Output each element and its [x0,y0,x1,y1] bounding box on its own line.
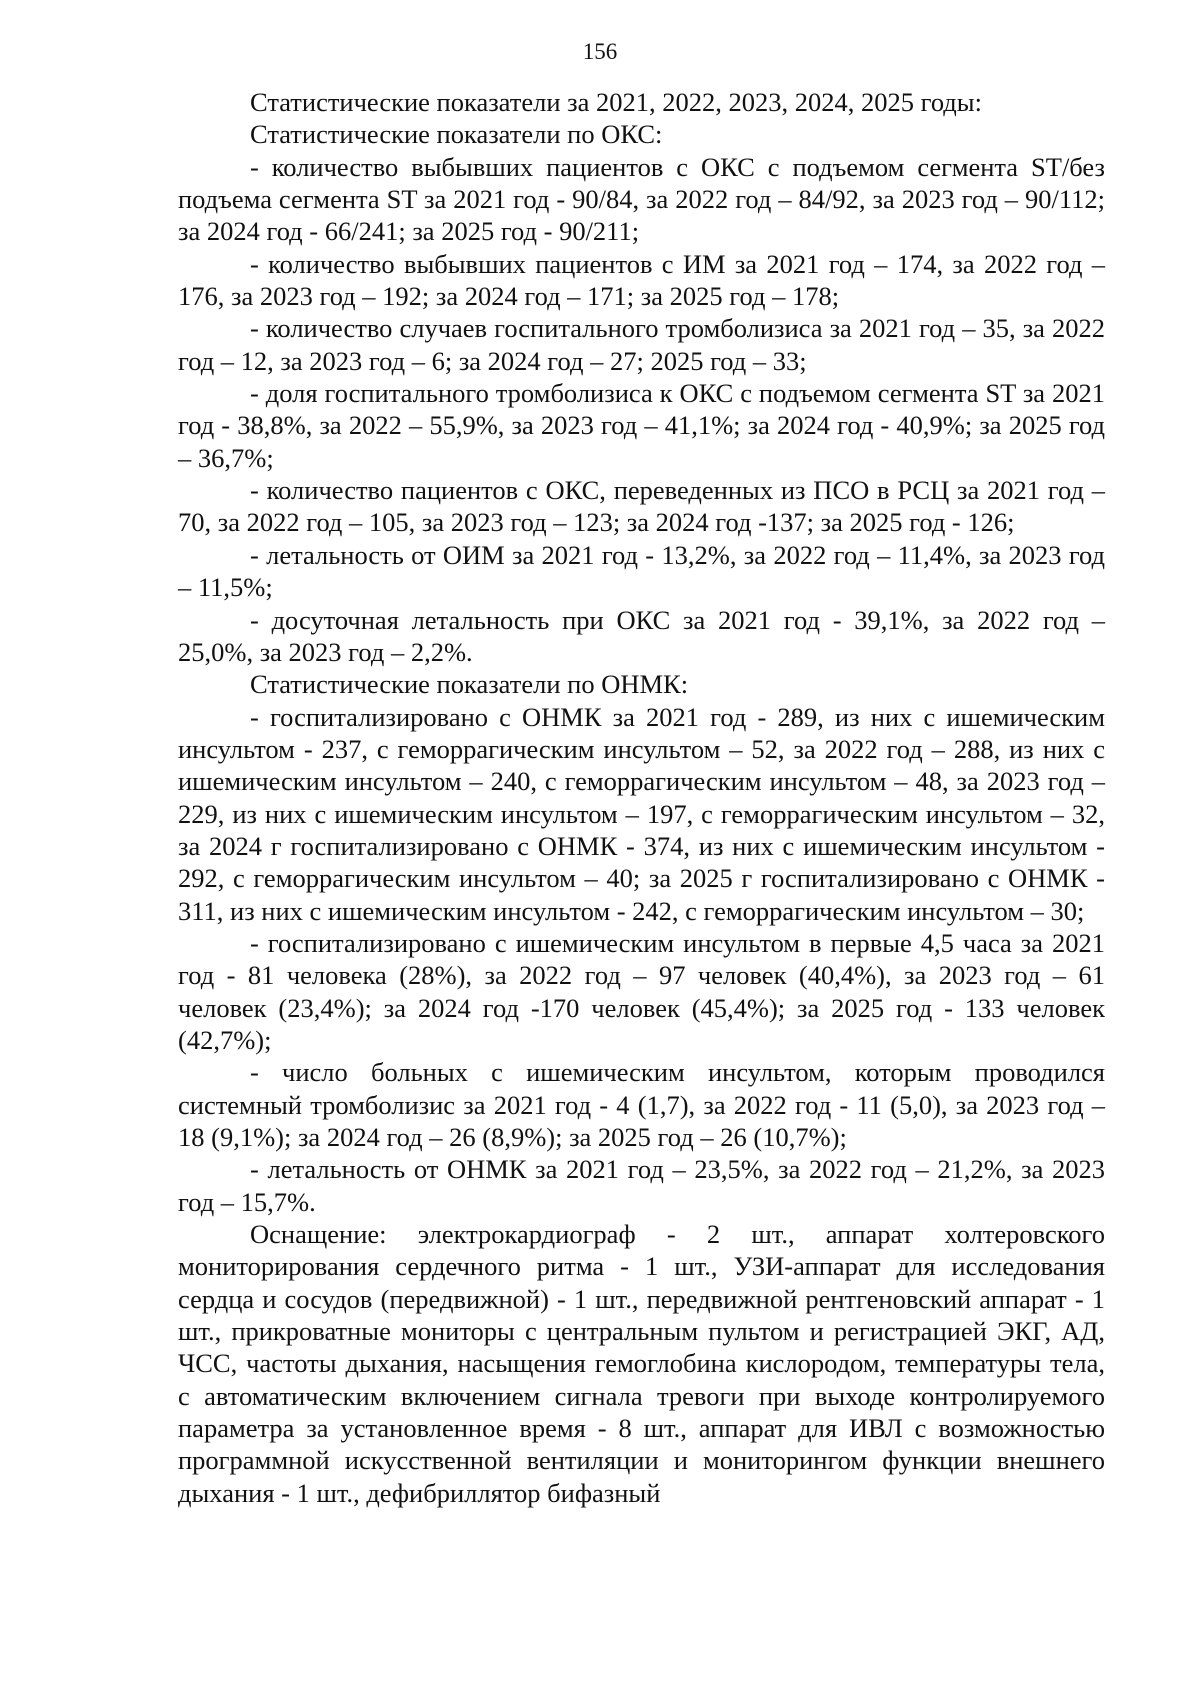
oks-early-mortality-item: - досуточная летальность при ОКС за 2021 год - 39,1%, за 2022 год – 25,0%, за 2023 год – 2,2%. [178,604,1105,667]
oks-discharged-mi-item: - количество выбывших пациентов с ИМ за 2021 год – 174, за 2022 год – 176, за 2023 год – 192; за 2024 год – 171; за 2025 год – 178; [178,248,1105,312]
oks-thrombolysis-share-item: - доля госпитального тромболизиса к ОКС с подъемом сегмента ST за 2021 год - 38,8%, за 2022 – 55,9%, за 2023 год – 41,1%; за 2024 год - 40,9%; за 2025 год – 36,7%; [178,378,1105,473]
equipment-paragraph: Оснащение: электрокардиограф - 2 шт., аппарат холтеровского мониторирования сердечного ритма - 1 шт., УЗИ-аппарат для исследования сердца и сосудов (передвижной) - 1 шт., передвижной рентгеновский аппарат - 1 шт., прикроватные мониторы с центральным пультом и регистрацией ЭКГ, АД, ЧСС, частоты дыхания, насыщения гемоглобина кислородом, температуры тела, с автоматическим включением сигнала тревоги при выходе контролируемого параметра за установленное время - 8 шт., аппарат для ИВЛ с возможностью программной искусственной вентиляции и мониторингом функции внешнего дыхания - 1 шт., дефибриллятор бифазный [178,1219,1105,1508]
onmk-mortality-item: - летальность от ОНМК за 2021 год – 23,5%, за 2022 год – 21,2%, за 2023 год – 15,7%. [178,1154,1105,1217]
onmk-first-hours-item: - госпитализировано с ишемическим инсультом в первые 4,5 часа за 2021 год - 81 человека (28%), за 2022 год – 97 человек (40,4%), за 2023 год – 61 человек (23,4%); за 2024 год -170 человек (45,4%); за 2025 год - 133 человек (42,7%); [178,927,1105,1055]
oks-discharged-st-item: - количество выбывших пациентов с ОКС с подъемом сегмента ST/без подъема сегмента ST за 2021 год - 90/84, за 2022 год – 84/92, за 2023 год – 90/112; за 2024 год - 66/241; за 2025 год - 90/211; [178,151,1105,247]
page-number: 156 [582,39,618,64]
oks-transferred-item: - количество пациентов с ОКС, переведенных из ПСО в РСЦ за 2021 год – 70, за 2022 год – 105, за 2023 год – 123; за 2024 год -137; за 2025 год - 126; [178,475,1105,538]
onmk-section-heading: Статистические показатели по ОНМК: [250,669,689,700]
onmk-thrombolysis-item: - число больных с ишемическим инсультом, которым проводился системный тромболизис за 2021 год - 4 (1,7), за 2022 год - 11 (5,0), за 2023 год – 18 (9,1%); за 2024 год – 26 (8,9%); за 2025 год – 26 (10,7%); [178,1057,1105,1152]
oks-mortality-item: - летальность от ОИМ за 2021 год - 13,2%, за 2022 год – 11,4%, за 2023 год – 11,5%; [178,539,1105,603]
stats-intro-heading: Статистические показатели за 2021, 2022, 2023, 2024, 2025 годы: [250,87,982,117]
document-body [178,86,1105,1509]
onmk-hospitalized-item: - госпитализировано с ОНМК за 2021 год - 289, из них с ишемическим инсультом - 237, с геморрагическим инсультом – 52, за 2022 год – 288, из них с ишемическим инсультом – 240, с геморрагическим инсультом – 48, за 2023 год – 229, из них с ишемическим инсультом – 197, с геморрагическим инсультом – 32, за 2024 г госпитализировано с ОНМК - 374, из них с ишемическим инсультом - 292, с геморрагическим инсультом – 40; за 2025 г госпитализировано с ОНМК - 311, из них с ишемическим инсультом - 242, с геморрагическим инсультом – 30; [178,701,1105,926]
oks-thrombolysis-count-item: - количество случаев госпитального тромболизиса за 2021 год – 35, за 2022 год – 12, за 2023 год – 6; за 2024 год – 27; 2025 год – 33; [178,313,1105,376]
oks-section-heading: Статистические показатели по ОКС: [250,119,663,150]
